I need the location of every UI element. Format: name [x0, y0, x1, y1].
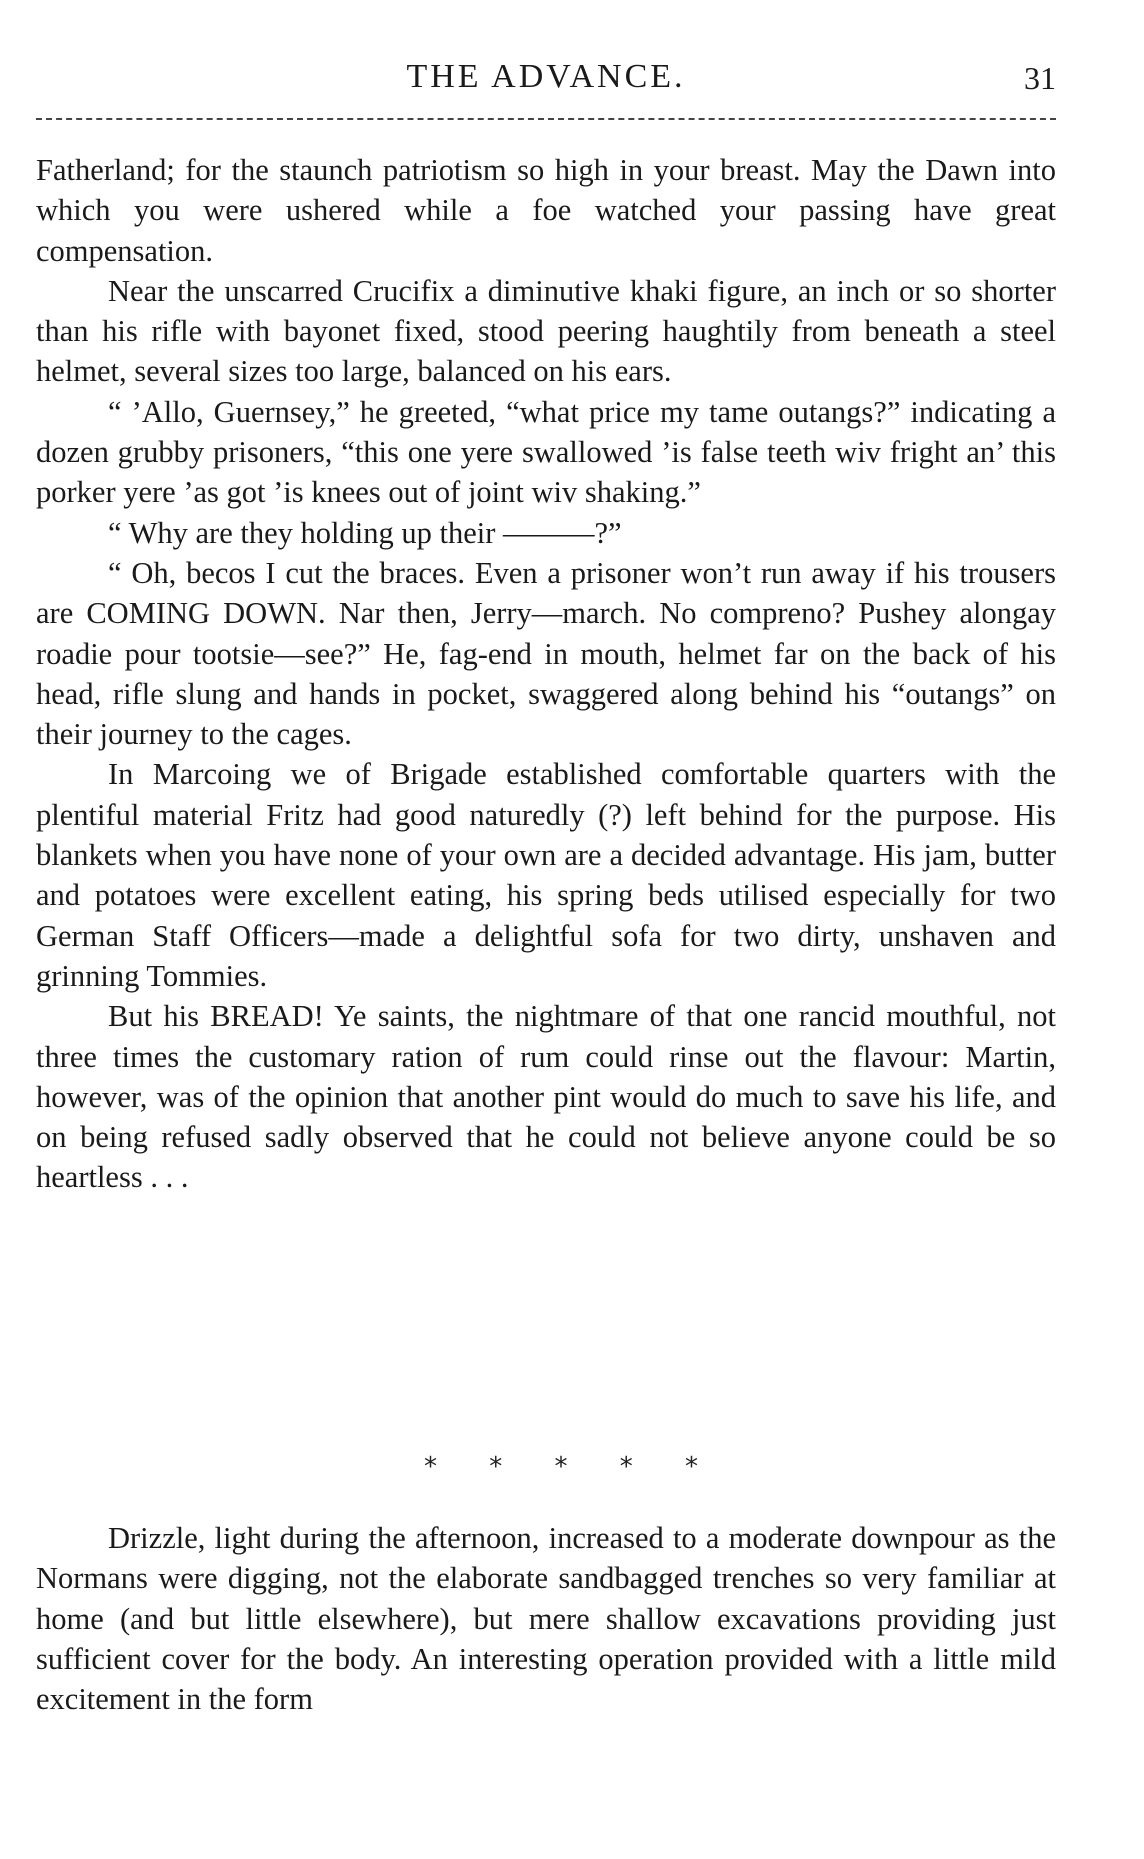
paragraph-braces: “ Oh, becos I cut the braces. Even a prisoner won’t run away if his trousers are COMING DOWN. Nar then, Jerry—march. No compreno? Pushey alongay roadie pour tootsie—see?” He, fag-end in mouth, helmet far on the back of his head, rifle slung and hands in pocket, swaggered along behind his “outangs” on their journey to the cages.	[36, 555, 1056, 752]
body-text	[36, 150, 1056, 1198]
paragraph-crucifix: Near the unscarred Crucifix a diminutive khaki figure, an inch or so shorter than his rifle with bayonet fixed, stood peering haughtily from beneath a steel helmet, several sizes too large, balanced on his ears.	[36, 273, 1056, 389]
running-title: THE ADVANCE.	[406, 58, 686, 95]
paragraph-continuation: Fatherland; for the staunch patriotism so high in your breast. May the Dawn into which you were ushered while a foe watched your passing have great compensation.	[36, 153, 1056, 268]
paragraph-question: “ Why are they holding up their ———?”	[108, 515, 622, 550]
page-header	[36, 58, 1056, 102]
paragraph-drizzle: Drizzle, light during the afternoon, increased to a moderate downpour as the Normans were digging, not the elaborate sandbagged trenches so very familiar at home (and but little elsewhere), but mere shallow excavations providing just sufficient cover for the body. An interesting operation provided with a little mild excitement in the form	[36, 1521, 1056, 1717]
paragraph-greeting: “ ’Allo, Guernsey,” he greeted, “what price my tame outangs?” indicating a dozen grubby prisoners, “this one yere swallowed ’is false teeth wiv fright an’ this porker yere ’as got ’is knees out of joint wiv shaking.”	[36, 394, 1056, 510]
header-rule	[36, 118, 1056, 120]
section-separator: * * * * *	[423, 1452, 721, 1482]
paragraph-bread: But his BREAD! Ye saints, the nightmare of that one rancid mouthful, not three times the customary ration of rum could rinse out the flavour: Martin, however, was of the opinion that another pint would do much to save his life, and on being refused sadly observed that he could not believe anyone could be so heartless . . .	[36, 999, 1056, 1195]
body-text-continued	[36, 1518, 1056, 1719]
paragraph-marcoing: In Marcoing we of Brigade established comfortable quarters with the plentiful material Fritz had good naturedly (?) left behind for the purpose. His blankets when you have none of your own are a decided advantage. His jam, butter and potatoes were excellent eating, his spring beds utilised especially for two German Staff Officers—made a delightful sofa for two dirty, unshaven and grinning Tommies.	[36, 757, 1056, 993]
page-number: 31	[1024, 60, 1056, 96]
